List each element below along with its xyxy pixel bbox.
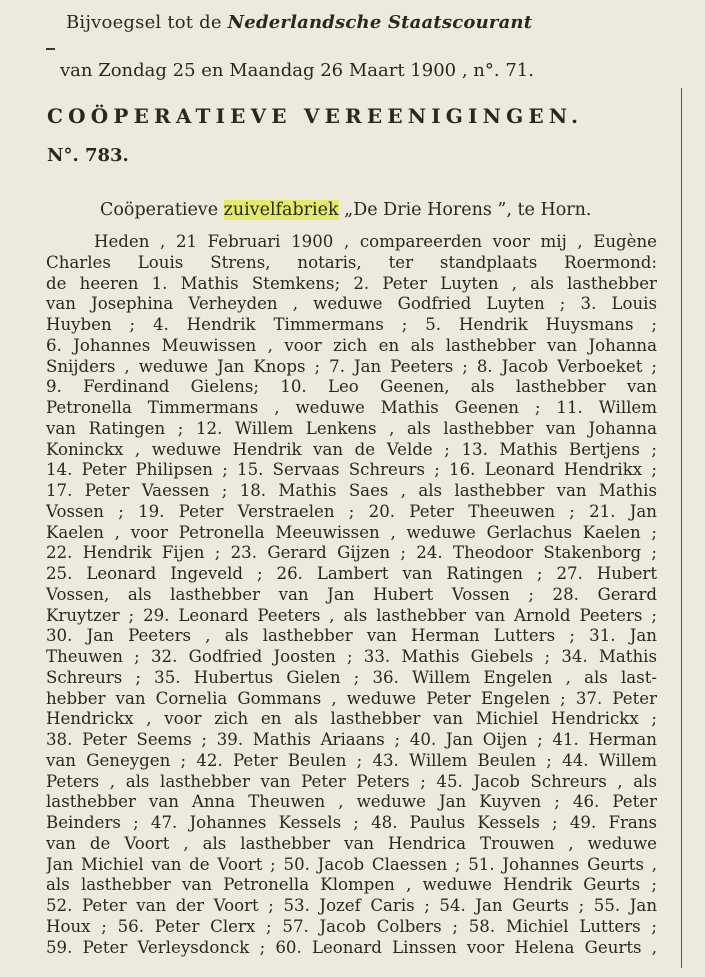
subtitle-prefix: Coöperatieve	[100, 200, 224, 220]
body-line: lasthebber van Anna Theuwen , weduwe Jan Kuyven ; 46. Peter	[46, 792, 657, 812]
column-rule	[681, 88, 682, 968]
body-line: Houx ; 56. Peter Clerx ; 57. Jacob Colbers ; 58. Michiel Lutters ;	[46, 916, 657, 936]
body-line: 22. Hendrik Fijen ; 23. Gerard Gijzen ; 24. Theodoor Stakenborg ;	[46, 543, 657, 563]
body-line: 52. Peter van der Voort ; 53. Jozef Caris ; 54. Jan Geurts ; 55. Jan	[46, 896, 657, 915]
entry-number: N°. 783.	[47, 145, 129, 166]
body-line: als lasthebber van Petronella Klompen , weduwe Hendrik Geurts ;	[46, 875, 657, 895]
body-line: 14. Peter Philipsen ; 15. Servaas Schreurs ; 16. Leonard Hendrikx ;	[46, 460, 657, 480]
body-line: Charles Louis Strens, notaris, ter standplaats Roermond:	[46, 252, 657, 272]
body-line: Hendrickx , voor zich en als lasthebber van Michiel Hendrickx ;	[46, 709, 657, 729]
body-line: van Ratingen ; 12. Willem Lenkens , als lasthebber van Johanna	[46, 418, 657, 438]
article-body	[46, 232, 657, 958]
header-dash	[46, 48, 55, 50]
body-line: 25. Leonard Ingeveld ; 26. Lambert van Ratingen ; 27. Hubert	[46, 564, 657, 583]
gazette-title: Nederlandsche Staatscourant	[227, 12, 533, 33]
body-line: Heden , 21 Februari 1900 , compareerden voor mij , Eugène	[94, 232, 657, 251]
body-line: van Josephina Verheyden , weduwe Godfried Luyten ; 3. Louis	[46, 294, 657, 314]
body-line: Peters , als lasthebber van Peter Peters ; 45. Jacob Schreurs , als	[46, 771, 657, 791]
body-line: Huyben ; 4. Hendrik Timmermans ; 5. Hendrik Huysmans ;	[46, 315, 657, 334]
body-line: Petronella Timmermans , weduwe Mathis Geenen ; 11. Willem	[46, 398, 657, 417]
section-title: COÖPERATIEVE VEREENIGINGEN.	[47, 104, 584, 128]
body-line: hebber van Cornelia Gommans , weduwe Peter Engelen ; 37. Peter	[46, 688, 657, 708]
body-line: Theuwen ; 32. Godfried Joosten ; 33. Mathis Giebels ; 34. Mathis	[46, 647, 657, 666]
subtitle-suffix: „De Drie Horens ”, te Horn.	[338, 200, 592, 220]
body-line: Kruytzer ; 29. Leonard Peeters , als lasthebber van Arnold Peeters ;	[46, 605, 657, 625]
body-line: 6. Johannes Meuwissen , voor zich en als lasthebber van Johanna	[46, 335, 657, 355]
body-line: 59. Peter Verleysdonck ; 60. Leonard Linssen voor Helena Geurts ,	[46, 937, 657, 957]
supplement-header	[66, 12, 532, 33]
body-line: Vossen ; 19. Peter Verstraelen ; 20. Peter Theeuwen ; 21. Jan	[46, 501, 657, 521]
body-line: 17. Peter Vaessen ; 18. Mathis Saes , als lasthebber van Mathis	[46, 481, 657, 500]
body-line: Snijders , weduwe Jan Knops ; 7. Jan Peeters ; 8. Jacob Verboeket ;	[46, 356, 657, 376]
body-line: van Geneygen ; 42. Peter Beulen ; 43. Willem Beulen ; 44. Willem	[46, 750, 657, 770]
body-line: Schreurs ; 35. Hubertus Gielen ; 36. Willem Engelen , als last-	[46, 667, 657, 687]
body-line: Vossen, als lasthebber van Jan Hubert Vossen ; 28. Gerard	[46, 584, 657, 604]
body-line: Beinders ; 47. Johannes Kessels ; 48. Paulus Kessels ; 49. Frans	[46, 813, 657, 832]
body-line: 38. Peter Seems ; 39. Mathis Ariaans ; 40. Jan Oijen ; 41. Herman	[46, 730, 657, 749]
body-line: 9. Ferdinand Gielens; 10. Leo Geenen, als lasthebber van	[46, 377, 657, 397]
body-line: van de Voort , als lasthebber van Hendrica Trouwen , weduwe	[46, 833, 657, 853]
body-line: 30. Jan Peeters , als lasthebber van Herman Lutters ; 31. Jan	[46, 626, 657, 646]
supplement-prefix: Bijvoegsel tot de	[66, 12, 228, 33]
body-line: Kaelen , voor Petronella Meeuwissen , weduwe Gerlachus Kaelen ;	[46, 522, 657, 542]
body-line: Jan Michiel van de Voort ; 50. Jacob Claessen ; 51. Johannes Geurts ,	[46, 854, 657, 874]
highlighted-term: zuivelfabriek	[223, 200, 339, 220]
body-line: Koninckx , weduwe Hendrik van de Velde ; 13. Mathis Bertjens ;	[46, 439, 657, 459]
entry-subtitle	[100, 200, 591, 220]
body-line: de heeren 1. Mathis Stemkens; 2. Peter Luyten , als lasthebber	[46, 273, 657, 293]
issue-date-line: van Zondag 25 en Maandag 26 Maart 1900 , n°. 71.	[60, 60, 534, 81]
